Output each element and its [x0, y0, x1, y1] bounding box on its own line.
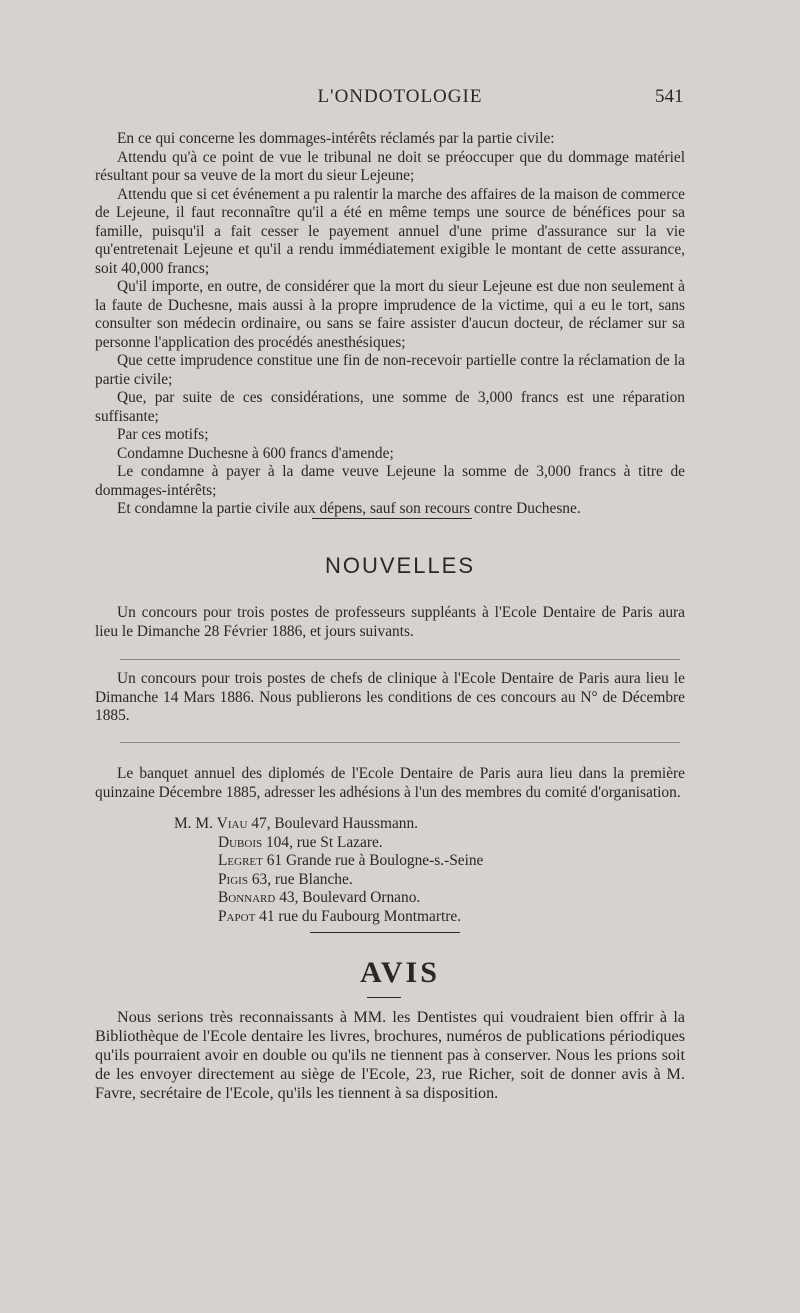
judgment-paragraph: Attendu qu'à ce point de vue le tribunal ne doit se préoccuper que du dommage matériel résultant pour sa veuve de la mort du sieur Lejeune;	[95, 148, 685, 184]
committee-member	[174, 815, 483, 834]
news-separator	[120, 742, 680, 743]
committee-address: 104, rue St Lazare.	[265, 833, 383, 851]
news-separator	[120, 659, 680, 660]
judgment-paragraph: Par ces motifs;	[117, 426, 209, 443]
committee-address: 41 rue du Faubourg Montmartre.	[259, 907, 462, 925]
committee-address: 47, Boulevard Haussmann.	[251, 815, 419, 832]
judgment-paragraph: Que cette imprudence constitue une fin de non-recevoir partielle contre la réclamation de la partie civile;	[95, 352, 685, 388]
committee-address: 63, rue Blanche.	[251, 870, 353, 888]
judgment-paragraph: Qu'il importe, en outre, de considérer que la mort du sieur Lejeune est due non seulement à la faute de Duchesne, mais aussi à la propre imprudence de la victime, qui a eu le tort, sans consulter son médecin ordinaire, ou sans se faire assister d'aucun docteur, de réclamer sur sa personne l'application des procédés anesthésiques;	[95, 278, 685, 351]
page-number: 541	[655, 86, 684, 107]
committee-member	[174, 852, 483, 871]
nouvelles-heading: NOUVELLES	[324, 553, 476, 578]
avis-notice	[95, 1008, 685, 1103]
avis-heading: AVIS	[360, 956, 440, 989]
judgment-paragraph: Le condamne à payer à la dame veuve Lejeune la somme de 3,000 francs à titre de dommages-intérêts;	[95, 463, 685, 499]
avis-text: Nous serions très reconnaissants à MM. les Dentistes qui voudraient bien offrir à la Bibliothèque de l'Ecole dentaire les livres, brochures, numéros de publications périodiques qu'ils pourraient avoir en double ou qu'ils ne tiennent pas à conserver. Nous les prions soit de les envoyer directement au siège de l'Ecole, 23, rue Richer, soit de donner avis à M. Favre, secrétaire de l'Ecole, qu'ils les tiennent à sa disposition.	[95, 1008, 685, 1102]
committee-address: 61 Grande rue à Boulogne-s.-Seine	[266, 852, 484, 869]
running-header-title: L'ONDOTOLOGIE	[317, 86, 483, 107]
committee-name: Bonnard	[218, 889, 276, 906]
judgment-paragraph: En ce qui concerne les dommages-intérêts réclamés par la partie civile:	[117, 130, 555, 147]
committee-list	[174, 815, 483, 926]
news-item	[95, 604, 685, 641]
committee-member	[174, 834, 483, 853]
committee-member	[174, 871, 483, 890]
judgment-paragraph: Que, par suite de ces considérations, une somme de 3,000 francs est une réparation suffisante;	[95, 389, 685, 425]
committee-name: Pigis	[218, 870, 248, 888]
committee-name: Papot	[218, 907, 256, 925]
section-divider	[310, 932, 460, 933]
committee-prefix: M. M.	[174, 815, 213, 832]
news-item	[95, 670, 685, 726]
judgment-paragraph: Condamne Duchesne à 600 francs d'amende;	[117, 444, 394, 462]
committee-name: Viau	[216, 815, 248, 832]
committee-address: 43, Boulevard Ornano.	[279, 889, 421, 906]
heading-underline	[367, 997, 401, 998]
news-item-text: Un concours pour trois postes de professeurs suppléants à l'Ecole Dentaire de Paris aura lieu le Dimanche 28 Février 1886, et jours suivants.	[95, 604, 685, 640]
news-item-text: Le banquet annuel des diplomés de l'Ecole Dentaire de Paris aura lieu dans la première quinzaine Décembre 1885, adresser les adhésions à l'un des membres du comité d'organisation.	[95, 765, 685, 801]
news-item-text: Un concours pour trois postes de chefs de clinique à l'Ecole Dentaire de Paris aura lieu le Dimanche 14 Mars 1886. Nous publierons les conditions de ces concours au N° de Décembre 1885.	[95, 670, 685, 724]
judgment-text	[95, 130, 685, 519]
news-item	[95, 765, 685, 802]
committee-name: Legret	[218, 852, 263, 869]
committee-name: Dubois	[218, 833, 263, 851]
committee-member	[174, 908, 483, 927]
committee-member	[174, 889, 483, 908]
judgment-paragraph: Attendu que si cet événement a pu ralentir la marche des affaires de la maison de commerce de Lejeune, il faut reconnaître qu'il a été en même temps une source de bénéfices pour sa famille, puisqu'il a fait cesser le payement annuel d'une prime d'assurance sur la vie qu'entretenait Lejeune et qu'il a rendu immédiatement exigible le montant de cette assurance, soit 40,000 francs;	[95, 185, 685, 277]
judgment-paragraph: Et condamne la partie civile aux dépens, sauf son recours contre Duchesne.	[117, 500, 581, 517]
section-divider	[312, 518, 472, 519]
